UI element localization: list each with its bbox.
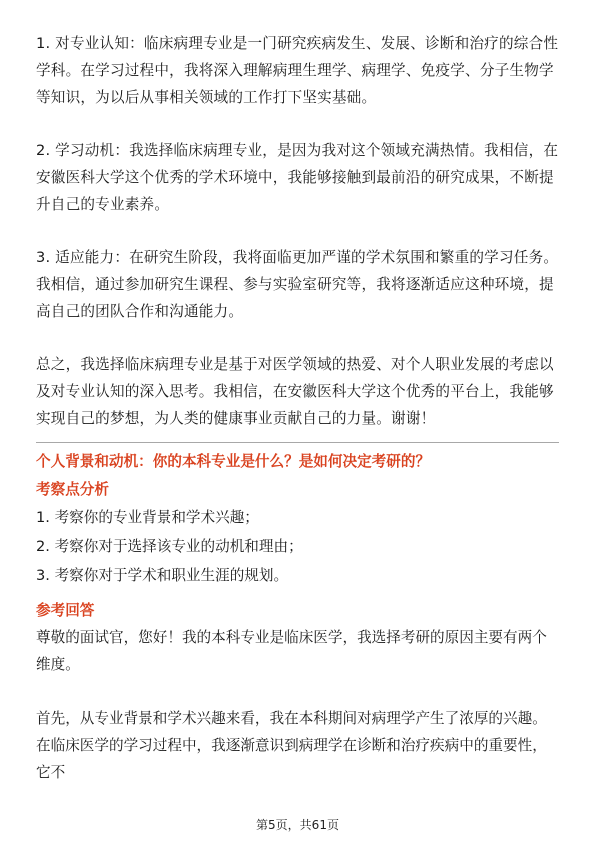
answer-paragraph: 首先，从专业背景和学术兴趣来看，我在本科期间对病理学产生了浓厚的兴趣。在临床医学的学习过程中，我逐渐意识到病理学在诊断和治疗疾病中的重要性，它不 [36, 710, 547, 781]
paragraph-motivation: 2. 学习动机：我选择临床病理专业，是因为我对这个领域充满热情。我相信，在安徽医科大学这个优秀的学术环境中，我能够接触到最前沿的研究成果，不断提升自己的专业素养。 [36, 142, 559, 213]
analysis-title: 考察点分析 [36, 481, 109, 498]
analysis-item: 2. 考察你对于选择该专业的动机和理由； [36, 538, 303, 555]
page-number: 第5页，共61页 [256, 818, 339, 832]
analysis-item: 1. 考察你的专业背景和学术兴趣； [36, 509, 259, 526]
answer-paragraph: 尊敬的面试官，您好！我的本科专业是临床医学，我选择考研的原因主要有两个维度。 [36, 629, 547, 673]
paragraph-summary: 总之，我选择临床病理专业是基于对医学领域的热爱、对个人职业发展的考虑以及对专业认知的深入思考。我相信，在安徽医科大学这个优秀的平台上，我能够实现自己的梦想，为人类的健康事业贡献自己的力量。谢谢！ [36, 356, 554, 427]
page-content [36, 30, 559, 813]
paragraph-adaptability: 3. 适应能力：在研究生阶段，我将面临更加严谨的学术氛围和繁重的学习任务。我相信，通过参加研究生课程、参与实验室研究等，我将逐渐适应这种环境，提高自己的团队合作和沟通能力。 [36, 249, 559, 320]
answer-title: 参考回答 [36, 602, 95, 619]
analysis-item: 3. 考察你对于学术和职业生涯的规划。 [36, 567, 289, 584]
question-heading: 个人背景和动机：你的本科专业是什么？是如何决定考研的？ [36, 453, 431, 470]
paragraph-cognition: 1. 对专业认知：临床病理专业是一门研究疾病发生、发展、诊断和治疗的综合性学科。在学习过程中，我将深入理解病理生理学、病理学、免疫学、分子生物学等知识，为以后从事相关领域的工作打下坚实基础。 [36, 35, 559, 106]
section-divider [36, 442, 559, 443]
